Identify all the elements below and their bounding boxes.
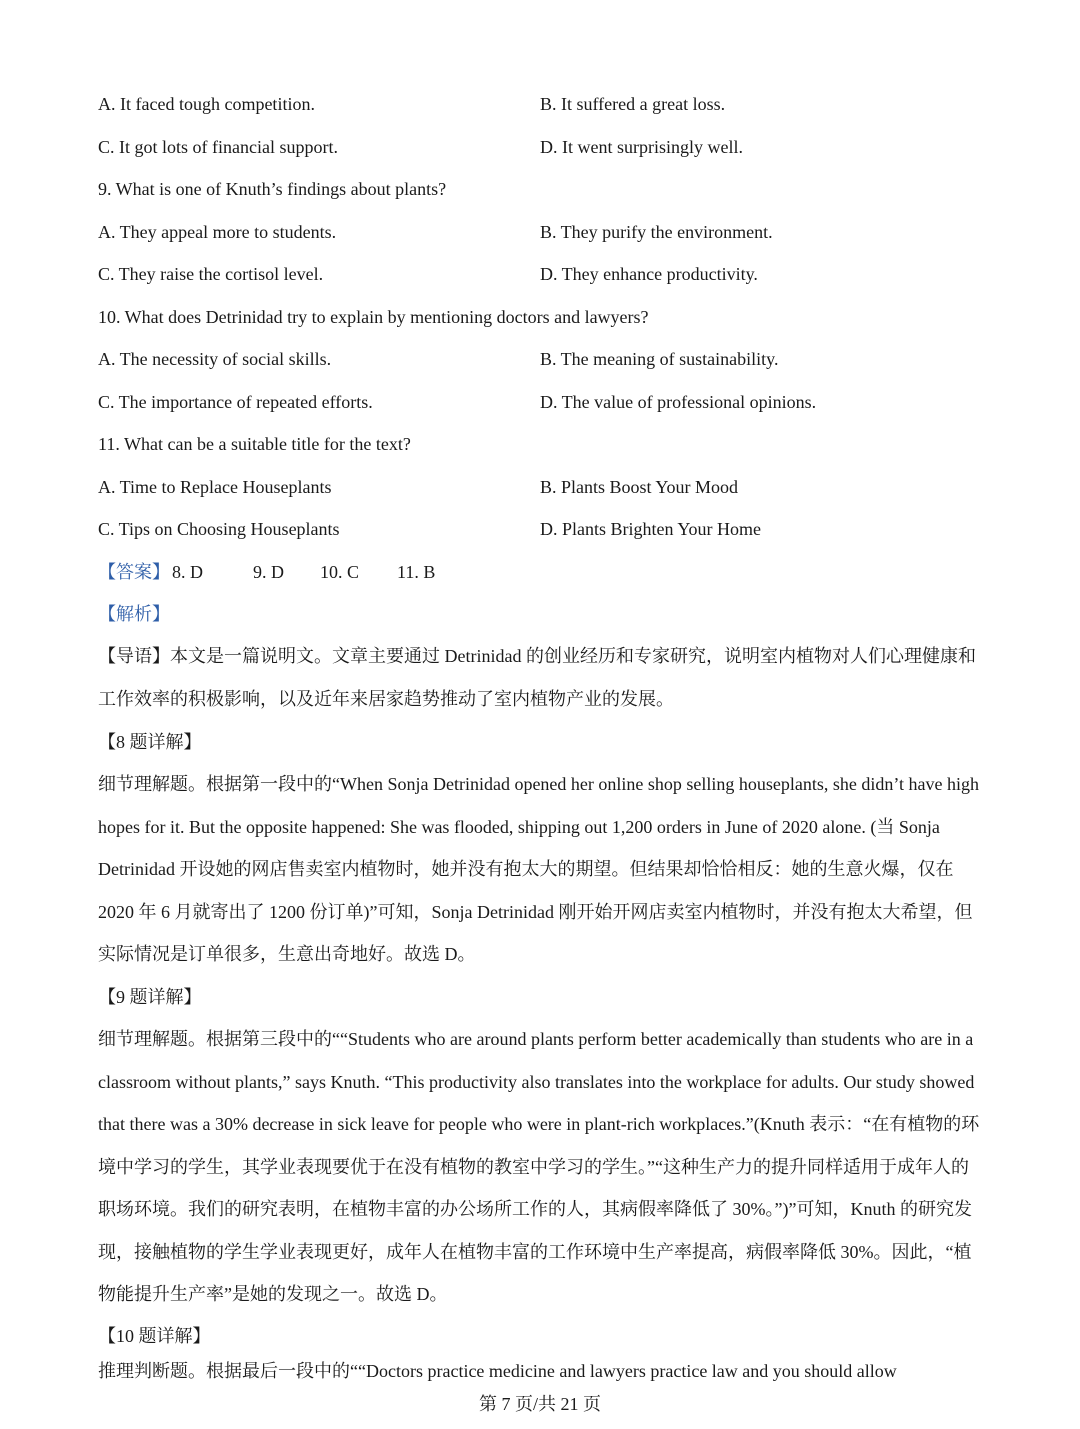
answer-10: 10. C: [320, 562, 360, 582]
q11-option-b: B. Plants Boost Your Mood: [540, 477, 739, 497]
q11-option-c: C. Tips on Choosing Houseplants: [98, 519, 340, 539]
answer-row: [98, 560, 435, 584]
detail-10-label: 【10 题详解】: [98, 1326, 211, 1346]
detail-9-label: 【9 题详解】: [98, 987, 202, 1007]
q10-option-a: A. The necessity of social skills.: [98, 349, 332, 369]
detail-10-text: 推理判断题。根据最后一段中的““Doctors practice medicine and lawyers practice law and you should allow: [98, 1361, 897, 1381]
answer-8: 8. D: [172, 562, 203, 582]
q10-option-d: D. The value of professional opinions.: [540, 392, 817, 412]
q8-option-d: D. It went surprisingly well.: [540, 137, 743, 157]
page-footer: 第 7 页/共 21 页: [478, 1394, 601, 1414]
detail-8-label: 【8 题详解】: [98, 732, 202, 752]
answer-11: 11. B: [397, 562, 436, 582]
q9-option-b: B. They purify the environment.: [540, 222, 773, 242]
detail-9-text: 细节理解题。根据第三段中的““Students who are around plants perform better academically than students who are in a classroom without plants,” says Knuth. “This productivity also translates into the workplace for adults. Our study showed that there was a 30% decrease in sick leave for people who were in plant-rich workplaces.”(Knuth 表示：“在有植物的环境中学习的学生，其学业表现要优于在没有植物的教室中学习的学生。”“这种生产力的提升同样适用于成年人的职场环境。我们的研究表明，在植物丰富的办公场所工作的人，其病假率降低了 30%。”)”可知，Knuth 的研究发现，接触植物的学生学业表现更好，成年人在植物丰富的工作环境中生产率提高，病假率降低 30%。因此，“植物能提升生产率”是她的发现之一。故选 D。: [98, 1029, 980, 1304]
q9-option-a: A. They appeal more to students.: [98, 222, 337, 242]
q8-option-c: C. It got lots of financial support.: [98, 137, 338, 157]
intro-paragraph: 【导语】本文是一篇说明文。文章主要通过 Detrinidad 的创业经历和专家研究，说明室内植物对人们心理健康和工作效率的积极影响，以及近年来居家趋势推动了室内植物产业的发展。: [98, 646, 976, 709]
q11-option-d: D. Plants Brighten Your Home: [540, 519, 762, 539]
q10-option-b: B. The meaning of sustainability.: [540, 349, 779, 369]
q9-option-c: C. They raise the cortisol level.: [98, 264, 324, 284]
q9-question: 9. What is one of Knuth’s findings about plants?: [98, 179, 447, 199]
q11-option-a: A. Time to Replace Houseplants: [98, 477, 332, 497]
q9-option-d: D. They enhance productivity.: [540, 264, 758, 284]
q8-option-b: B. It suffered a great loss.: [540, 94, 726, 114]
q11-question: 11. What can be a suitable title for the text?: [98, 434, 411, 454]
analysis-label: 【解析】: [98, 604, 170, 624]
detail-8-text: 细节理解题。根据第一段中的“When Sonja Detrinidad opened her online shop selling houseplants, she didn’t have high hopes for it. But the opposite happened: She was flooded, shipping out 1,200 orders in June of 2020 alone. (当 Sonja Detrinidad 开设她的网店售卖室内植物时，她并没有抱太大的期望。但结果却恰恰相反：她的生意火爆，仅在 2020 年 6 月就寄出了 1200 份订单)”可知，Sonja Detrinidad 刚开始开网店卖室内植物时，并没有抱太大希望，但实际情况是订单很多，生意出奇地好。故选 D。: [98, 774, 980, 964]
q10-option-c: C. The importance of repeated efforts.: [98, 392, 373, 412]
answer-label: 【答案】: [98, 562, 170, 582]
q8-option-a: A. It faced tough competition.: [98, 94, 315, 114]
q10-question: 10. What does Detrinidad try to explain by mentioning doctors and lawyers?: [98, 307, 649, 327]
answer-9: 9. D: [253, 562, 284, 582]
